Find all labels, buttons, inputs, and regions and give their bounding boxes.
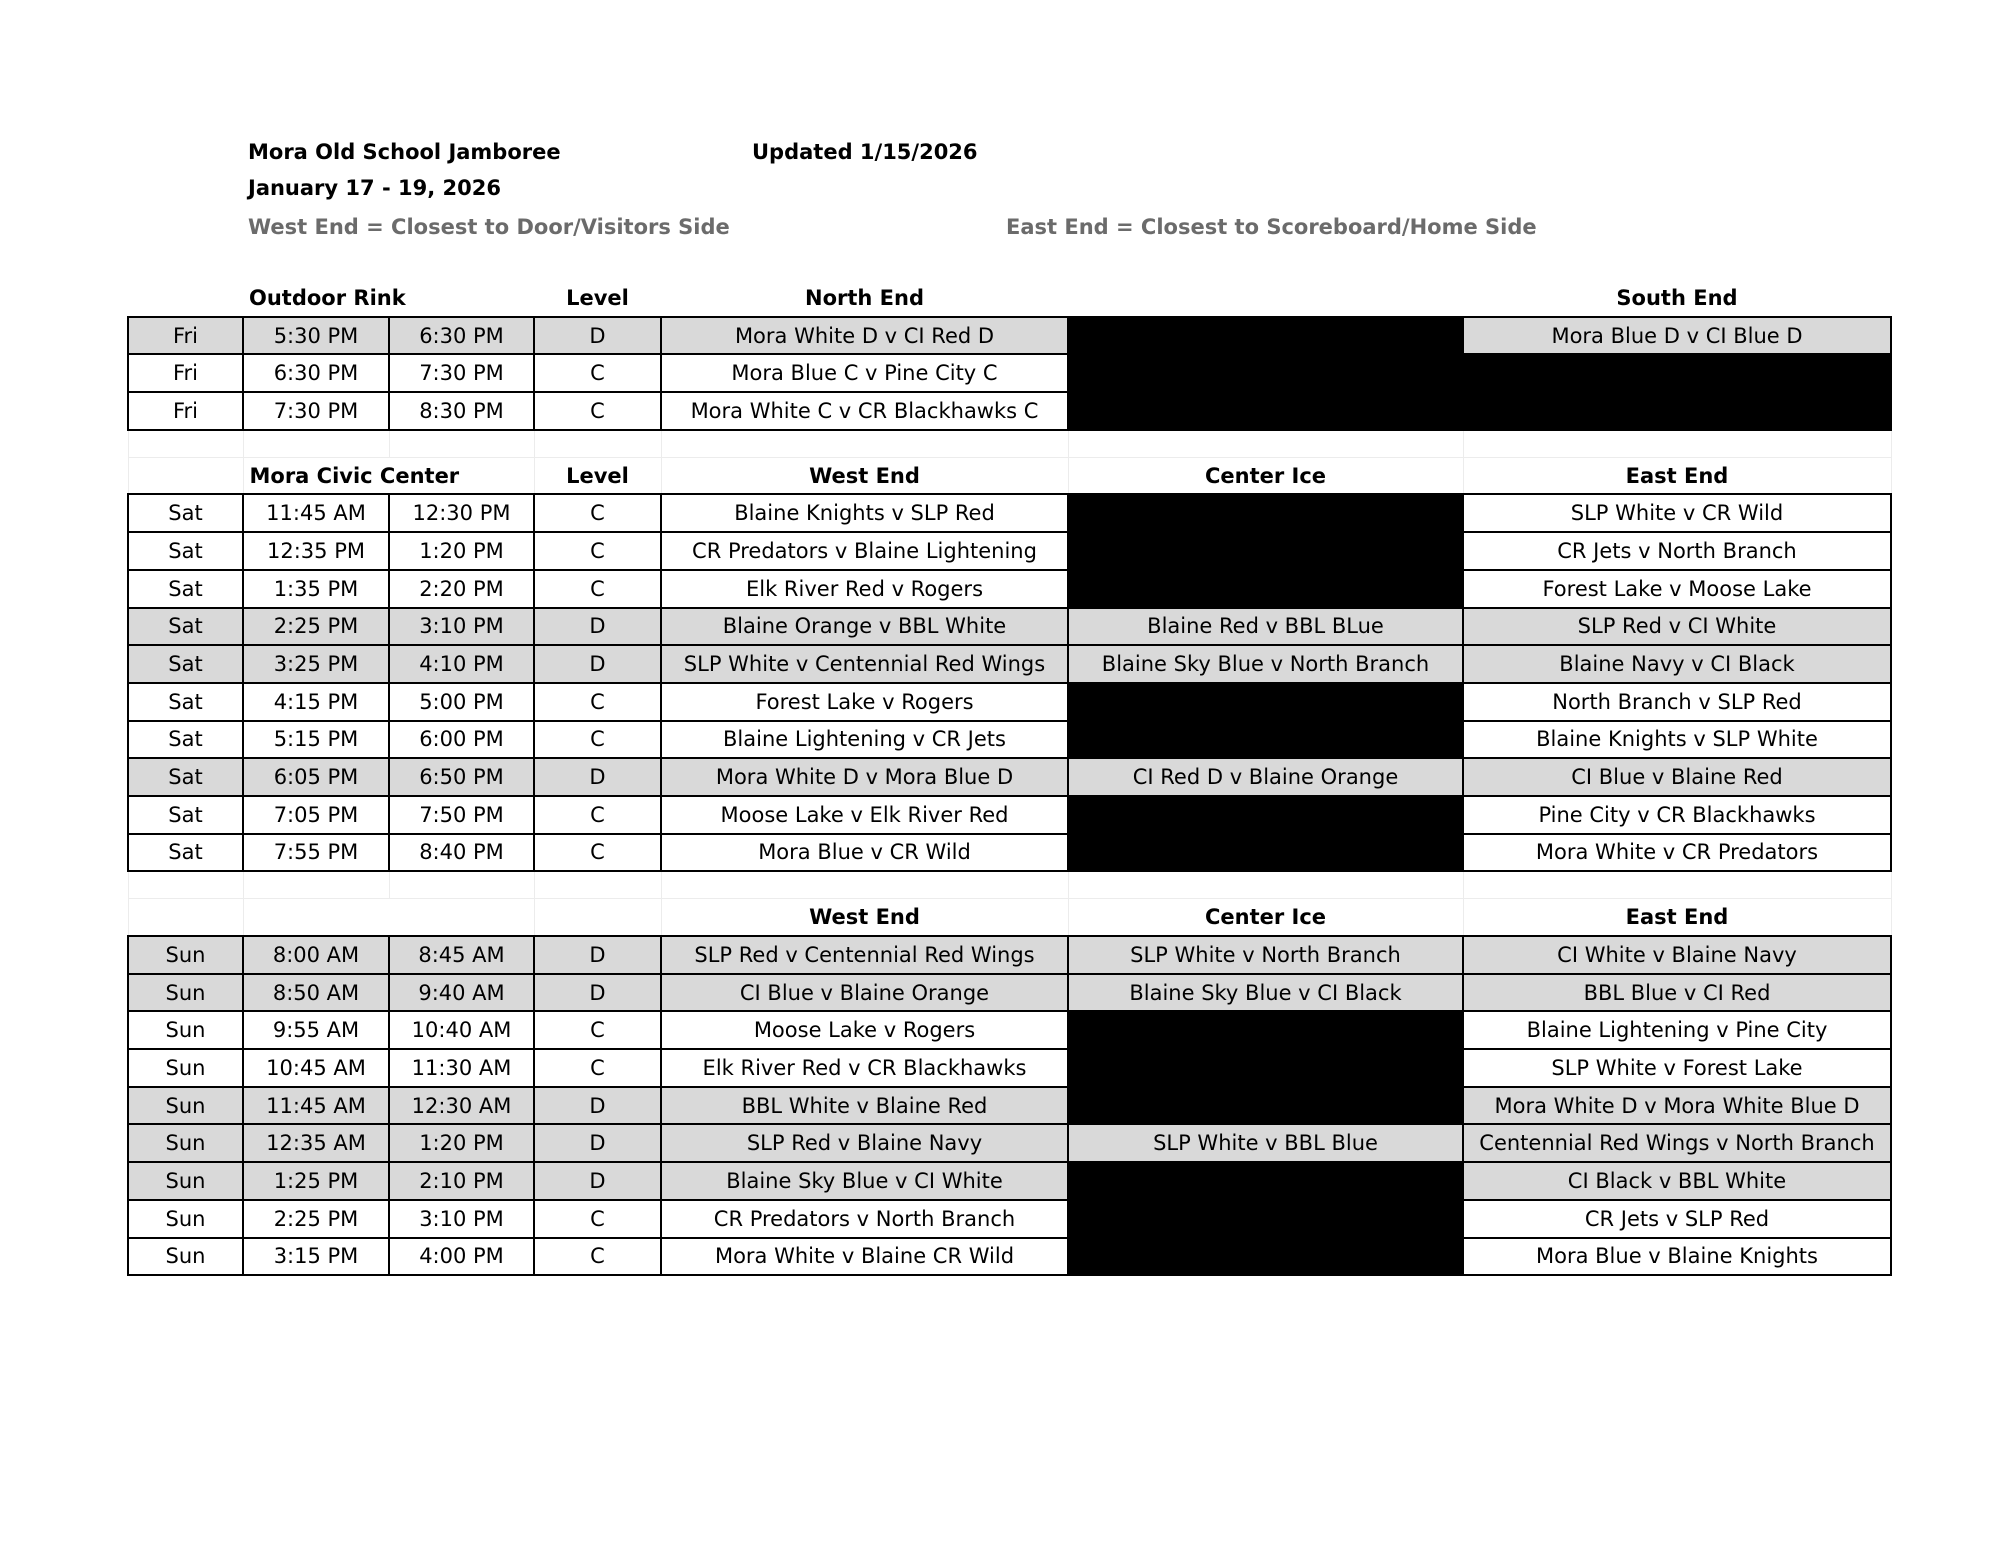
spacer-cell bbox=[534, 430, 661, 458]
spacer-cell bbox=[1068, 871, 1463, 899]
column-header-3: East End bbox=[1463, 899, 1891, 936]
end-time-cell: 8:45 AM bbox=[389, 936, 534, 974]
day-cell: Sun bbox=[128, 974, 243, 1012]
game-row bbox=[128, 683, 1891, 721]
day-cell: Sat bbox=[128, 494, 243, 532]
level-cell: C bbox=[534, 1200, 661, 1238]
day-cell: Sat bbox=[128, 683, 243, 721]
east-end-note: East End = Closest to Scoreboard/Home Side bbox=[1006, 215, 1537, 239]
level-cell: D bbox=[534, 1162, 661, 1200]
day-cell: Sat bbox=[128, 758, 243, 796]
level-cell: D bbox=[534, 317, 661, 355]
day-cell: Sun bbox=[128, 1238, 243, 1276]
matchup-cell-3: CR Jets v SLP Red bbox=[1463, 1200, 1891, 1238]
event-dates: January 17 - 19, 2026 bbox=[248, 176, 501, 200]
column-header-1: West End bbox=[661, 457, 1068, 494]
day-cell: Sun bbox=[128, 1200, 243, 1238]
matchup-cell-2 bbox=[1068, 834, 1463, 872]
matchup-cell-1: Mora White v Blaine CR Wild bbox=[661, 1238, 1068, 1276]
game-row bbox=[128, 1124, 1891, 1162]
matchup-cell-2 bbox=[1068, 1011, 1463, 1049]
day-cell: Sat bbox=[128, 532, 243, 570]
end-time-cell: 9:40 AM bbox=[389, 974, 534, 1012]
start-time-cell: 11:45 AM bbox=[243, 1087, 389, 1125]
end-time-cell: 6:00 PM bbox=[389, 721, 534, 759]
matchup-cell-2 bbox=[1068, 1200, 1463, 1238]
level-cell: C bbox=[534, 354, 661, 392]
game-row bbox=[128, 936, 1891, 974]
level-cell: D bbox=[534, 645, 661, 683]
start-time-cell: 8:50 AM bbox=[243, 974, 389, 1012]
spacer-cell bbox=[128, 871, 243, 899]
start-time-cell: 4:15 PM bbox=[243, 683, 389, 721]
day-cell: Sat bbox=[128, 608, 243, 646]
matchup-cell-3: CI Blue v Blaine Red bbox=[1463, 758, 1891, 796]
game-row bbox=[128, 721, 1891, 759]
game-row bbox=[128, 796, 1891, 834]
column-header-3: East End bbox=[1463, 457, 1891, 494]
day-cell: Sun bbox=[128, 1087, 243, 1125]
spacer-cell bbox=[1068, 430, 1463, 458]
level-cell: C bbox=[534, 532, 661, 570]
matchup-cell-2 bbox=[1068, 1087, 1463, 1125]
end-time-cell: 3:10 PM bbox=[389, 608, 534, 646]
game-row bbox=[128, 1087, 1891, 1125]
matchup-cell-1: Elk River Red v CR Blackhawks bbox=[661, 1049, 1068, 1087]
game-row bbox=[128, 758, 1891, 796]
end-time-cell: 8:40 PM bbox=[389, 834, 534, 872]
start-time-cell: 1:35 PM bbox=[243, 570, 389, 608]
game-row bbox=[128, 392, 1891, 430]
section-header-row bbox=[128, 899, 1891, 936]
matchup-cell-1: Moose Lake v Rogers bbox=[661, 1011, 1068, 1049]
end-time-cell: 4:00 PM bbox=[389, 1238, 534, 1276]
updated-date: Updated 1/15/2026 bbox=[752, 140, 978, 164]
end-time-cell: 10:40 AM bbox=[389, 1011, 534, 1049]
game-row bbox=[128, 608, 1891, 646]
column-header-2: Center Ice bbox=[1068, 457, 1463, 494]
matchup-cell-2 bbox=[1068, 494, 1463, 532]
matchup-cell-1: Blaine Sky Blue v CI White bbox=[661, 1162, 1068, 1200]
level-cell: C bbox=[534, 683, 661, 721]
end-time-cell: 3:10 PM bbox=[389, 1200, 534, 1238]
matchup-cell-2: Blaine Red v BBL BLue bbox=[1068, 608, 1463, 646]
section-header-row bbox=[128, 457, 1891, 494]
day-cell: Sat bbox=[128, 796, 243, 834]
start-time-cell: 1:25 PM bbox=[243, 1162, 389, 1200]
venue-name: Outdoor Rink bbox=[243, 280, 534, 317]
matchup-cell-1: Mora White C v CR Blackhawks C bbox=[661, 392, 1068, 430]
matchup-cell-2 bbox=[1068, 317, 1463, 355]
spacer-cell bbox=[661, 430, 1068, 458]
matchup-cell-3: Forest Lake v Moose Lake bbox=[1463, 570, 1891, 608]
spacer-cell bbox=[1463, 871, 1891, 899]
day-cell: Sun bbox=[128, 1124, 243, 1162]
start-time-cell: 9:55 AM bbox=[243, 1011, 389, 1049]
day-cell: Sat bbox=[128, 645, 243, 683]
level-cell: C bbox=[534, 1049, 661, 1087]
start-time-cell: 5:15 PM bbox=[243, 721, 389, 759]
level-cell: C bbox=[534, 1011, 661, 1049]
start-time-cell: 12:35 PM bbox=[243, 532, 389, 570]
header-empty-cell bbox=[128, 899, 243, 936]
matchup-cell-3: SLP Red v CI White bbox=[1463, 608, 1891, 646]
end-time-cell: 2:10 PM bbox=[389, 1162, 534, 1200]
matchup-cell-1: Elk River Red v Rogers bbox=[661, 570, 1068, 608]
column-header-1: North End bbox=[661, 280, 1068, 317]
level-cell: C bbox=[534, 392, 661, 430]
venue-name bbox=[243, 899, 534, 936]
matchup-cell-3: Mora Blue D v CI Blue D bbox=[1463, 317, 1891, 355]
end-time-cell: 2:20 PM bbox=[389, 570, 534, 608]
matchup-cell-1: Mora White D v Mora Blue D bbox=[661, 758, 1068, 796]
level-header: Level bbox=[534, 457, 661, 494]
matchup-cell-3: Blaine Navy v CI Black bbox=[1463, 645, 1891, 683]
day-cell: Sun bbox=[128, 1162, 243, 1200]
spacer-cell bbox=[243, 871, 389, 899]
level-cell: D bbox=[534, 974, 661, 1012]
matchup-cell-3: CI Black v BBL White bbox=[1463, 1162, 1891, 1200]
matchup-cell-1: Mora Blue v CR Wild bbox=[661, 834, 1068, 872]
game-row bbox=[128, 1011, 1891, 1049]
start-time-cell: 8:00 AM bbox=[243, 936, 389, 974]
start-time-cell: 5:30 PM bbox=[243, 317, 389, 355]
game-row bbox=[128, 645, 1891, 683]
matchup-cell-1: Blaine Knights v SLP Red bbox=[661, 494, 1068, 532]
level-cell: D bbox=[534, 1087, 661, 1125]
game-row bbox=[128, 1238, 1891, 1276]
end-time-cell: 4:10 PM bbox=[389, 645, 534, 683]
matchup-cell-2 bbox=[1068, 570, 1463, 608]
level-cell: C bbox=[534, 1238, 661, 1276]
start-time-cell: 2:25 PM bbox=[243, 608, 389, 646]
start-time-cell: 7:05 PM bbox=[243, 796, 389, 834]
game-row bbox=[128, 974, 1891, 1012]
matchup-cell-2 bbox=[1068, 354, 1463, 392]
matchup-cell-2 bbox=[1068, 532, 1463, 570]
day-cell: Sun bbox=[128, 936, 243, 974]
end-time-cell: 12:30 AM bbox=[389, 1087, 534, 1125]
matchup-cell-3: Blaine Lightening v Pine City bbox=[1463, 1011, 1891, 1049]
level-cell: C bbox=[534, 721, 661, 759]
matchup-cell-1: CI Blue v Blaine Orange bbox=[661, 974, 1068, 1012]
spacer-cell bbox=[534, 871, 661, 899]
matchup-cell-3: SLP White v Forest Lake bbox=[1463, 1049, 1891, 1087]
header-empty-cell bbox=[128, 280, 243, 317]
matchup-cell-3: CI White v Blaine Navy bbox=[1463, 936, 1891, 974]
column-header-2: Center Ice bbox=[1068, 899, 1463, 936]
game-row bbox=[128, 1049, 1891, 1087]
start-time-cell: 7:55 PM bbox=[243, 834, 389, 872]
matchup-cell-2 bbox=[1068, 796, 1463, 834]
matchup-cell-2: Blaine Sky Blue v North Branch bbox=[1068, 645, 1463, 683]
end-time-cell: 5:00 PM bbox=[389, 683, 534, 721]
section-spacer bbox=[128, 430, 1891, 458]
game-row bbox=[128, 834, 1891, 872]
matchup-cell-3: Mora Blue v Blaine Knights bbox=[1463, 1238, 1891, 1276]
end-time-cell: 1:20 PM bbox=[389, 1124, 534, 1162]
matchup-cell-2 bbox=[1068, 1049, 1463, 1087]
matchup-cell-3: BBL Blue v CI Red bbox=[1463, 974, 1891, 1012]
schedule-table bbox=[127, 280, 1892, 1276]
level-cell: C bbox=[534, 796, 661, 834]
matchup-cell-2: SLP White v BBL Blue bbox=[1068, 1124, 1463, 1162]
matchup-cell-3: North Branch v SLP Red bbox=[1463, 683, 1891, 721]
matchup-cell-3: CR Jets v North Branch bbox=[1463, 532, 1891, 570]
end-time-cell: 12:30 PM bbox=[389, 494, 534, 532]
game-row bbox=[128, 570, 1891, 608]
spacer-cell bbox=[1463, 430, 1891, 458]
column-header-2 bbox=[1068, 280, 1463, 317]
level-cell: D bbox=[534, 1124, 661, 1162]
level-header: Level bbox=[534, 280, 661, 317]
matchup-cell-2 bbox=[1068, 392, 1463, 430]
day-cell: Sat bbox=[128, 721, 243, 759]
matchup-cell-3: Blaine Knights v SLP White bbox=[1463, 721, 1891, 759]
level-cell: C bbox=[534, 494, 661, 532]
matchup-cell-2 bbox=[1068, 1162, 1463, 1200]
start-time-cell: 3:15 PM bbox=[243, 1238, 389, 1276]
end-time-cell: 11:30 AM bbox=[389, 1049, 534, 1087]
matchup-cell-1: Blaine Lightening v CR Jets bbox=[661, 721, 1068, 759]
start-time-cell: 11:45 AM bbox=[243, 494, 389, 532]
end-time-cell: 6:50 PM bbox=[389, 758, 534, 796]
game-row bbox=[128, 354, 1891, 392]
end-time-cell: 8:30 PM bbox=[389, 392, 534, 430]
matchup-cell-1: Moose Lake v Elk River Red bbox=[661, 796, 1068, 834]
venue-name: Mora Civic Center bbox=[243, 457, 534, 494]
game-row bbox=[128, 1162, 1891, 1200]
start-time-cell: 2:25 PM bbox=[243, 1200, 389, 1238]
spacer-cell bbox=[243, 430, 389, 458]
column-header-1: West End bbox=[661, 899, 1068, 936]
day-cell: Sun bbox=[128, 1011, 243, 1049]
matchup-cell-2 bbox=[1068, 721, 1463, 759]
matchup-cell-2 bbox=[1068, 683, 1463, 721]
level-cell: C bbox=[534, 570, 661, 608]
matchup-cell-1: Mora Blue C v Pine City C bbox=[661, 354, 1068, 392]
event-title: Mora Old School Jamboree bbox=[248, 140, 561, 164]
matchup-cell-1: SLP White v Centennial Red Wings bbox=[661, 645, 1068, 683]
matchup-cell-2: SLP White v North Branch bbox=[1068, 936, 1463, 974]
start-time-cell: 3:25 PM bbox=[243, 645, 389, 683]
matchup-cell-1: CR Predators v North Branch bbox=[661, 1200, 1068, 1238]
day-cell: Sat bbox=[128, 834, 243, 872]
day-cell: Sun bbox=[128, 1049, 243, 1087]
day-cell: Sat bbox=[128, 570, 243, 608]
matchup-cell-1: Mora White D v CI Red D bbox=[661, 317, 1068, 355]
level-cell: D bbox=[534, 936, 661, 974]
start-time-cell: 6:30 PM bbox=[243, 354, 389, 392]
matchup-cell-3: Centennial Red Wings v North Branch bbox=[1463, 1124, 1891, 1162]
matchup-cell-1: SLP Red v Blaine Navy bbox=[661, 1124, 1068, 1162]
matchup-cell-1: BBL White v Blaine Red bbox=[661, 1087, 1068, 1125]
spacer-cell bbox=[661, 871, 1068, 899]
matchup-cell-3 bbox=[1463, 392, 1891, 430]
end-time-cell: 6:30 PM bbox=[389, 317, 534, 355]
matchup-cell-2: Blaine Sky Blue v CI Black bbox=[1068, 974, 1463, 1012]
column-header-3: South End bbox=[1463, 280, 1891, 317]
section-spacer bbox=[128, 871, 1891, 899]
game-row bbox=[128, 317, 1891, 355]
matchup-cell-1: SLP Red v Centennial Red Wings bbox=[661, 936, 1068, 974]
start-time-cell: 7:30 PM bbox=[243, 392, 389, 430]
spacer-cell bbox=[128, 430, 243, 458]
start-time-cell: 12:35 AM bbox=[243, 1124, 389, 1162]
spacer-cell bbox=[389, 871, 534, 899]
level-cell: D bbox=[534, 758, 661, 796]
game-row bbox=[128, 532, 1891, 570]
matchup-cell-3: Mora White v CR Predators bbox=[1463, 834, 1891, 872]
matchup-cell-3: Mora White D v Mora White Blue D bbox=[1463, 1087, 1891, 1125]
day-cell: Fri bbox=[128, 392, 243, 430]
day-cell: Fri bbox=[128, 354, 243, 392]
header-empty-cell bbox=[128, 457, 243, 494]
game-row bbox=[128, 494, 1891, 532]
end-time-cell: 7:30 PM bbox=[389, 354, 534, 392]
level-cell: D bbox=[534, 608, 661, 646]
start-time-cell: 6:05 PM bbox=[243, 758, 389, 796]
game-row bbox=[128, 1200, 1891, 1238]
spacer-cell bbox=[389, 430, 534, 458]
level-cell: C bbox=[534, 834, 661, 872]
matchup-cell-3 bbox=[1463, 354, 1891, 392]
day-cell: Fri bbox=[128, 317, 243, 355]
end-time-cell: 7:50 PM bbox=[389, 796, 534, 834]
west-end-note: West End = Closest to Door/Visitors Side bbox=[248, 215, 730, 239]
matchup-cell-1: Blaine Orange v BBL White bbox=[661, 608, 1068, 646]
matchup-cell-2: CI Red D v Blaine Orange bbox=[1068, 758, 1463, 796]
matchup-cell-1: Forest Lake v Rogers bbox=[661, 683, 1068, 721]
level-header bbox=[534, 899, 661, 936]
section-header-row bbox=[128, 280, 1891, 317]
start-time-cell: 10:45 AM bbox=[243, 1049, 389, 1087]
matchup-cell-2 bbox=[1068, 1238, 1463, 1276]
matchup-cell-3: Pine City v CR Blackhawks bbox=[1463, 796, 1891, 834]
end-time-cell: 1:20 PM bbox=[389, 532, 534, 570]
matchup-cell-1: CR Predators v Blaine Lightening bbox=[661, 532, 1068, 570]
matchup-cell-3: SLP White v CR Wild bbox=[1463, 494, 1891, 532]
